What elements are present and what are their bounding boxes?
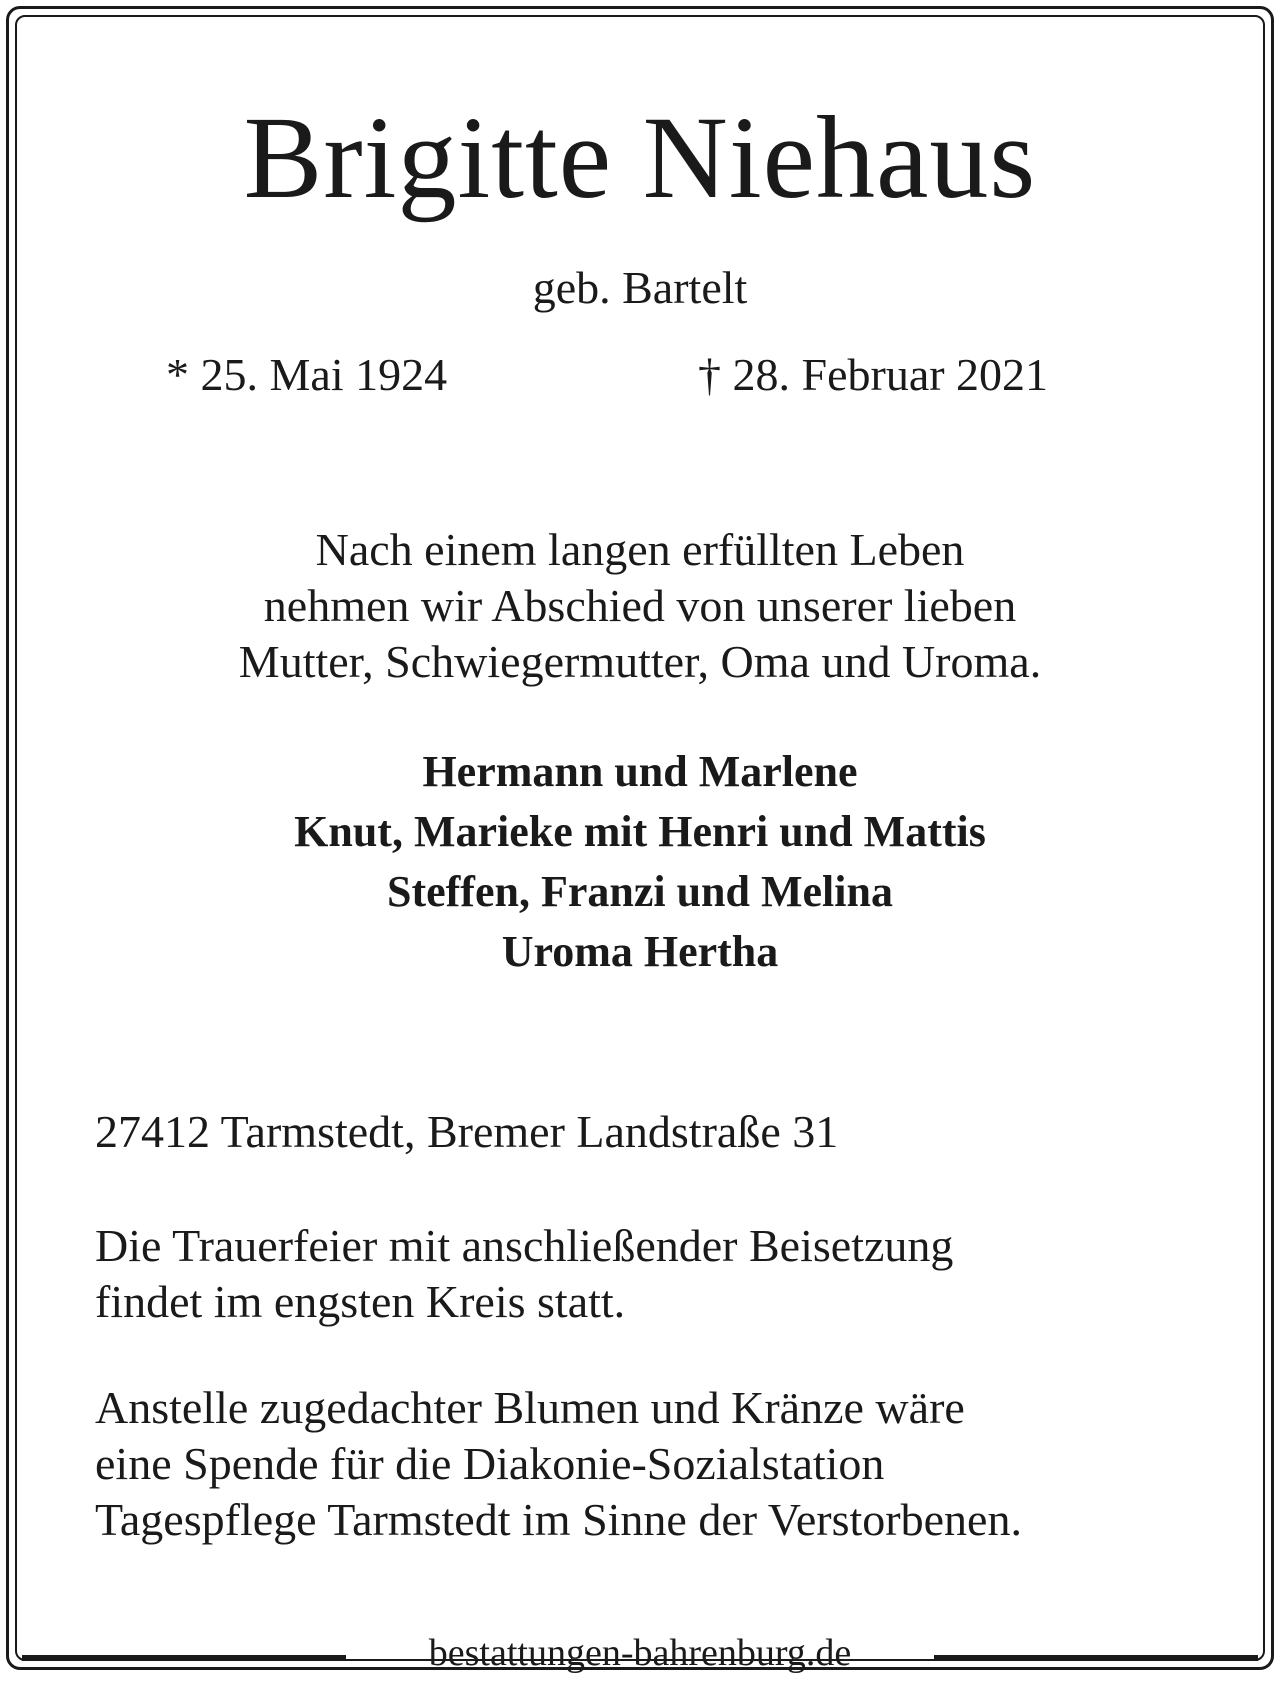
family-line: Uroma Hertha [501,927,779,976]
footer-website: bestattungen-bahrenburg.de [428,1632,852,1674]
ceremony-info [95,1218,953,1330]
family-names [0,742,1280,982]
footer-rule-right [934,1655,1258,1661]
family-line: Hermann und Marlene [422,747,858,796]
message-line: Mutter, Schwiegermutter, Oma und Uroma. [238,636,1042,687]
birth-date: * 25. Mai 1924 [166,349,448,400]
family-line: Knut, Marieke mit Henri und Mattis [294,807,986,856]
donation-line: eine Spende für die Diakonie-Sozialstation [95,1438,885,1489]
death-date: † 28. Februar 2021 [698,349,1049,400]
donation-line: Tagespflege Tarmstedt im Sinne der Verstorbenen. [95,1494,1022,1545]
address: 27412 Tarmstedt, Bremer Landstraße 31 [95,1106,839,1157]
family-line: Steffen, Franzi und Melina [387,867,893,916]
donation-line: Anstelle zugedachter Blumen und Kränze wäre [95,1382,965,1433]
maiden-name: geb. Bartelt [532,262,748,313]
farewell-message [0,522,1280,690]
message-line: Nach einem langen erfüllten Leben [315,524,965,575]
ceremony-line: findet im engsten Kreis statt. [95,1276,626,1327]
donation-info [95,1380,1022,1548]
footer-rule-left [22,1655,346,1661]
message-line: nehmen wir Abschied von unserer lieben [263,580,1017,631]
ceremony-line: Die Trauerfeier mit anschließender Beisetzung [95,1220,954,1271]
deceased-name: Brigitte Niehaus [243,92,1037,223]
